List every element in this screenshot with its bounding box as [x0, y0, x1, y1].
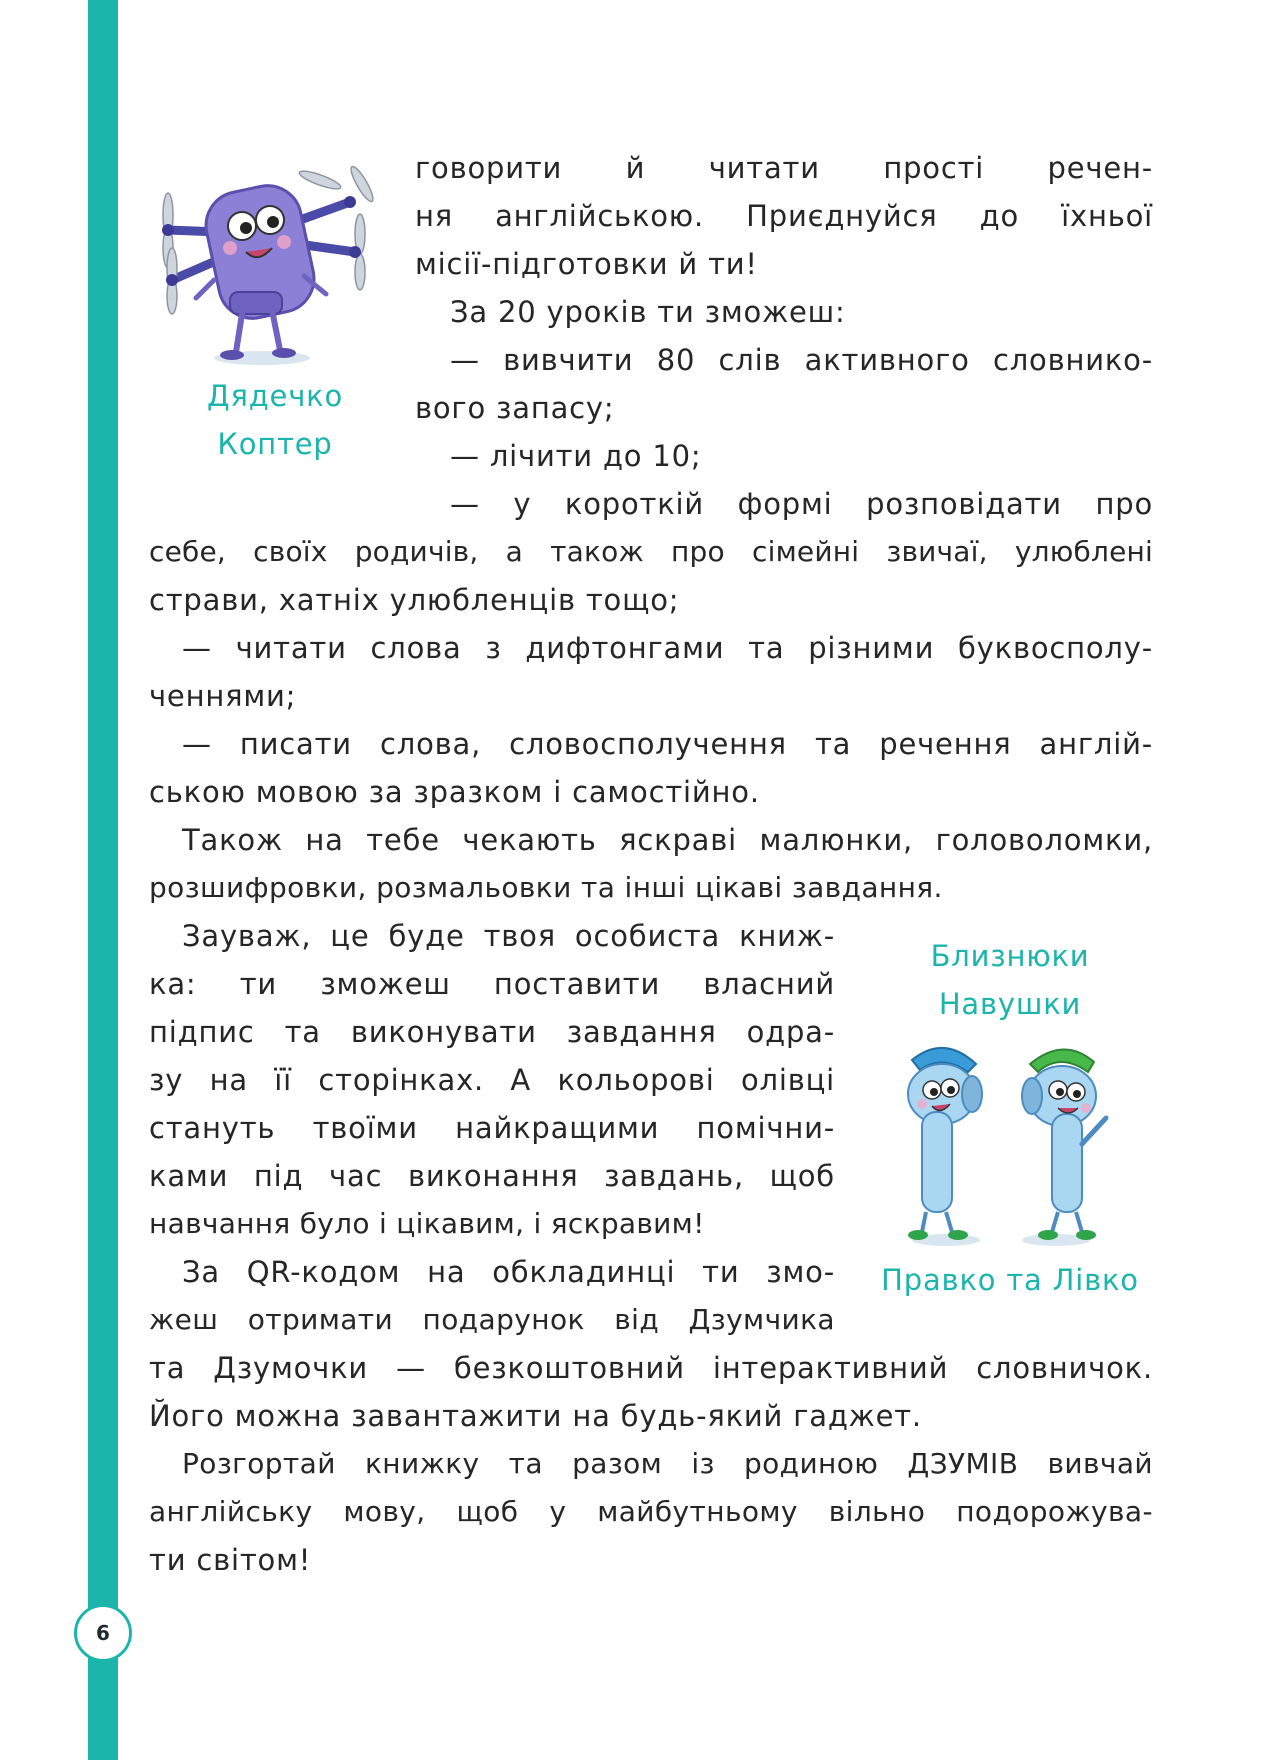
- text-line-5: — вивчити 80 слів активного словнико-: [450, 343, 1153, 377]
- text-line-17: Зауваж, це буде твоя особиста книж-: [182, 919, 835, 953]
- text-line-26: та Дзумочки — безкоштовний інтерактивний словничок.: [149, 1351, 1153, 1385]
- text-line-27: Його можна завантажити на будь-який гаджет.: [149, 1399, 922, 1433]
- text-line-12: ченнями;: [149, 679, 297, 713]
- twins-caption-bottom: Правко та Лівко: [881, 1263, 1139, 1297]
- text-line-20: зу на її сторінках. А кольорові олівці: [149, 1063, 835, 1097]
- text-line-9: себе, своїх родичів, а також про сімейні звичаї, улюблені: [149, 535, 1153, 568]
- text-line-14: ською мовою за зразком і самостійно.: [149, 775, 760, 809]
- text-line-2: ня англійською. Приєднуйся до їхньої: [415, 199, 1153, 233]
- text-line-29: англійську мову, щоб у майбутньому вільно подорожува-: [149, 1495, 1153, 1528]
- text-line-8: — у короткій формі розповідати про: [450, 487, 1153, 521]
- text-line-16: розшифровки, розмальовки та інші цікаві завдання.: [149, 871, 943, 904]
- text-line-22: ками під час виконання завдань, щоб: [149, 1159, 835, 1193]
- kopter-caption-line-1: Дядечко: [207, 379, 343, 413]
- twins-caption-top: [880, 932, 1140, 1028]
- text-line-13: — писати слова, словосполучення та речення англій-: [182, 727, 1153, 761]
- text-line-30: ти світом!: [149, 1543, 312, 1577]
- kopter-caption: [170, 372, 380, 468]
- text-line-10: страви, хатніх улюбленців тощо;: [149, 583, 680, 617]
- text-line-18: ка: ти зможеш поставити власний: [149, 967, 835, 1001]
- text-line-3: місії-підготовки й ти!: [415, 247, 758, 281]
- text-line-23: навчання було і цікавим, і яскравим!: [149, 1207, 705, 1240]
- kopter-caption-line-2: Коптер: [217, 427, 333, 461]
- twins-caption-line-1: Близнюки: [930, 939, 1090, 973]
- text-line-6: вого запасу;: [415, 391, 615, 425]
- twins-earbuds-illustration: [880, 1040, 1130, 1250]
- side-stripe: [88, 0, 118, 1760]
- text-line-4: За 20 уроків ти зможеш:: [450, 295, 846, 329]
- text-line-21: стануть твоїми найкращими помічни-: [149, 1111, 835, 1145]
- text-line-25: жеш отримати подарунок від Дзумчика: [149, 1303, 835, 1336]
- twins-caption-line-2: Навушки: [938, 987, 1082, 1021]
- page-number: 6: [74, 1604, 132, 1662]
- text-line-19: підпис та виконувати завдання одра-: [149, 1015, 835, 1049]
- kopter-drone-illustration: [150, 160, 380, 370]
- text-line-1: говорити й читати прості речен-: [415, 151, 1153, 185]
- text-line-11: — читати слова з дифтонгами та різними буквосполу-: [182, 631, 1153, 665]
- text-line-28: Розгортай книжку та разом із родиною ДЗУМІВ вивчай: [182, 1447, 1153, 1480]
- text-line-7: — лічити до 10;: [450, 439, 702, 473]
- text-line-24: За QR-кодом на обкладинці ти змо-: [182, 1255, 835, 1289]
- text-line-15: Також на тебе чекають яскраві малюнки, головоломки,: [182, 823, 1153, 857]
